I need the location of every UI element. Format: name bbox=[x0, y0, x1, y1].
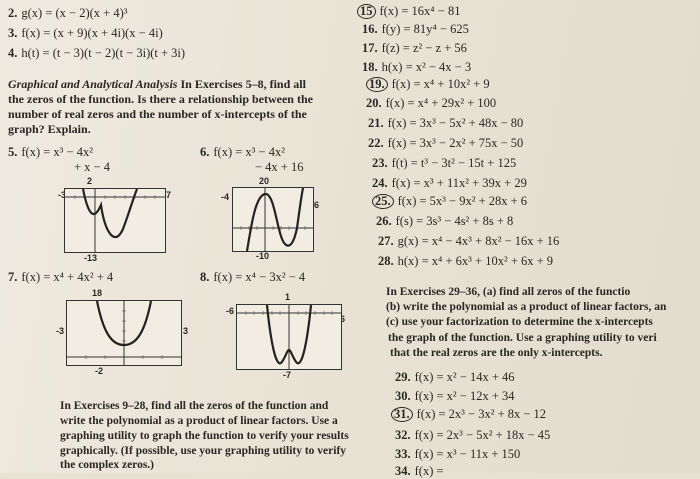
graphical-heading-line1: Graphical and Analytical Analysis In Exercises 5–8, find all bbox=[8, 77, 306, 91]
graphical-heading-line4: graph? Explain. bbox=[8, 122, 91, 136]
graph-7-xmin: -3 bbox=[56, 326, 65, 336]
graph-5-xmax: 7 bbox=[166, 190, 172, 200]
exercise-16: 16. f(y) = 81y⁴ − 625 bbox=[362, 22, 469, 36]
graph-7-ymax: 18 bbox=[92, 288, 103, 298]
instructions-9-line3: graphing utility to graph the function to verify your results bbox=[60, 430, 349, 442]
exercise-21: 21. f(x) = 3x³ − 5x² + 48x − 80 bbox=[368, 116, 524, 130]
graph-6-ymin: -10 bbox=[256, 251, 270, 261]
exercise-17: 17. f(z) = z² − z + 56 bbox=[362, 41, 467, 55]
graph-5-ymax: 2 bbox=[87, 176, 93, 186]
exercise-2: 2. g(x) = (x − 2)(x + 4)³ bbox=[8, 6, 128, 20]
graphical-heading-line3: number of real zeros and the number of x-intercepts of the bbox=[8, 107, 307, 121]
graph-6-ymax: 20 bbox=[259, 176, 270, 186]
graph-8-xmin: -6 bbox=[226, 306, 235, 316]
graph-5-title: 5. f(x) = x³ − 4x² bbox=[8, 145, 93, 159]
instructions-29-line1: In Exercises 29–36, (a) find all zeros of the functio bbox=[386, 286, 631, 298]
instructions-9-line2: write the polynomial as a product of linear factors. Use a bbox=[60, 415, 338, 427]
instructions-29-line4: the graph of the function. Use a graphing utility to veri bbox=[388, 332, 657, 344]
instructions-29-line2: (b) write the polynomial as a product of linear factors, an bbox=[386, 301, 667, 313]
graphical-heading-line2: the zeros of the function. Is there a relationship between the bbox=[8, 92, 313, 106]
graph-6-title-cont: − 4x + 16 bbox=[255, 160, 304, 174]
exercise-15: 15 f(x) = 16x⁴ − 81 bbox=[357, 4, 460, 19]
exercise-18: 18. h(x) = x² − 4x − 3 bbox=[362, 60, 472, 74]
exercise-23: 23. f(t) = t³ − 3t² − 15t + 125 bbox=[372, 156, 517, 170]
graph-6-xmin: -4 bbox=[221, 192, 230, 202]
instructions-9-line4: graphically. (If possible, use your graphing utility to verify bbox=[60, 445, 347, 457]
exercise-25: 25. f(x) = 5x³ − 9x² + 28x + 6 bbox=[372, 194, 527, 209]
exercise-4: 4. h(t) = (t − 3)(t − 2)(t − 3i)(t + 3i) bbox=[8, 46, 186, 60]
exercise-34: 34. f(x) = bbox=[395, 464, 444, 478]
exercise-24: 24. f(x) = x³ + 11x² + 39x + 29 bbox=[372, 176, 527, 190]
exercise-26: 26. f(s) = 3s³ − 4s² + 8s + 8 bbox=[376, 214, 514, 228]
instructions-29-line3: (c) use your factorization to determine the x-intercepts bbox=[386, 316, 653, 328]
exercise-30: 30. f(x) = x² − 12x + 34 bbox=[395, 389, 515, 403]
graph-6-title: 6. f(x) = x³ − 4x² bbox=[200, 145, 285, 159]
exercise-20: 20. f(x) = x⁴ + 29x² + 100 bbox=[366, 96, 497, 110]
graph-5-title-cont: + x − 4 bbox=[74, 160, 110, 174]
graph-6-plot bbox=[232, 187, 314, 252]
graph-7-plot bbox=[66, 300, 182, 366]
graph-5-plot bbox=[64, 188, 166, 253]
instructions-9-line5: the complex zeros.) bbox=[60, 459, 154, 471]
graph-6-xmax: 6 bbox=[314, 200, 320, 210]
exercise-33: 33. f(x) = x³ − 11x + 150 bbox=[395, 447, 521, 461]
graph-5-ymin: -13 bbox=[84, 253, 98, 263]
graph-8-xmax: 6 bbox=[340, 314, 346, 324]
exercise-28: 28. h(x) = x⁴ + 6x³ + 10x² + 6x + 9 bbox=[378, 254, 554, 268]
exercise-19: 19. f(x) = x⁴ + 10x² + 9 bbox=[366, 77, 490, 92]
graph-8-ymax: 1 bbox=[285, 292, 291, 302]
graph-8-title: 8. f(x) = x⁴ − 3x² − 4 bbox=[200, 270, 306, 284]
graph-8-ymin: -7 bbox=[283, 370, 292, 380]
graph-8-plot bbox=[236, 304, 342, 370]
exercise-22: 22. f(x) = 3x³ − 2x² + 75x − 50 bbox=[368, 136, 524, 150]
exercise-32: 32. f(x) = 2x³ − 5x² + 18x − 45 bbox=[395, 428, 551, 442]
exercise-31: 31. f(x) = 2x³ − 3x² + 8x − 12 bbox=[391, 407, 546, 422]
graph-7-title: 7. f(x) = x⁴ + 4x² + 4 bbox=[8, 270, 114, 284]
graph-7-xmax: 3 bbox=[183, 326, 189, 336]
exercise-27: 27. g(x) = x⁴ − 4x³ + 8x² − 16x + 16 bbox=[378, 234, 560, 248]
instructions-29-line5: that the real zeros are the only x-intercepts. bbox=[390, 347, 603, 359]
exercise-29: 29. f(x) = x² − 14x + 46 bbox=[395, 370, 515, 384]
graph-7-ymin: -2 bbox=[95, 366, 104, 376]
exercise-3: 3. f(x) = (x + 9)(x + 4i)(x − 4i) bbox=[8, 26, 163, 40]
graph-5-xmin: -3 bbox=[58, 190, 67, 200]
instructions-9-line1: In Exercises 9–28, find all the zeros of the function and bbox=[60, 400, 329, 412]
